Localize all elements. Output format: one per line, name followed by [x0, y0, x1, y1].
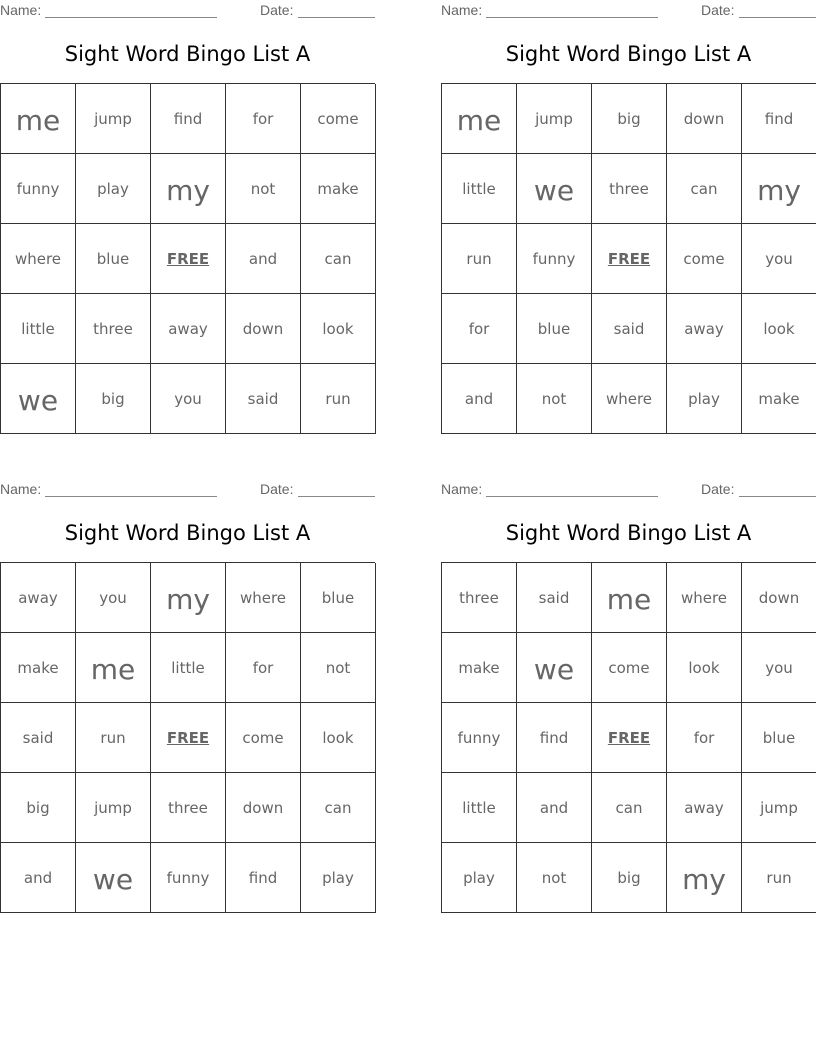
bingo-cell: for: [226, 84, 301, 154]
name-label: Name:: [0, 481, 42, 497]
bingo-cell: not: [301, 633, 376, 703]
bingo-cell: away: [667, 294, 742, 364]
bingo-cell: make: [1, 633, 76, 703]
bingo-cell: three: [151, 773, 226, 843]
bingo-cell: come: [592, 633, 667, 703]
bingo-cell: you: [742, 224, 816, 294]
free-space-cell: FREE: [592, 703, 667, 773]
name-field-line: [45, 17, 217, 18]
name-label: Name:: [0, 2, 42, 18]
bingo-cell: come: [301, 84, 376, 154]
bingo-cell: blue: [301, 563, 376, 633]
bingo-cell: can: [667, 154, 742, 224]
bingo-cell: find: [742, 84, 816, 154]
bingo-cell: down: [667, 84, 742, 154]
bingo-cell: funny: [442, 703, 517, 773]
bingo-cell: you: [151, 364, 226, 434]
bingo-cell: said: [226, 364, 301, 434]
bingo-cell: play: [667, 364, 742, 434]
bingo-cell: can: [592, 773, 667, 843]
bingo-cell: little: [1, 294, 76, 364]
bingo-cell: funny: [1, 154, 76, 224]
bingo-card-3: [0, 479, 375, 919]
bingo-cell: not: [517, 843, 592, 913]
bingo-cell: jump: [517, 84, 592, 154]
bingo-cell: can: [301, 773, 376, 843]
bingo-cell: and: [517, 773, 592, 843]
bingo-cell: three: [442, 563, 517, 633]
bingo-cell: blue: [742, 703, 816, 773]
bingo-cell: where: [592, 364, 667, 434]
bingo-grid: [0, 562, 375, 913]
bingo-cell: we: [1, 364, 76, 434]
bingo-cell: run: [442, 224, 517, 294]
bingo-cell: away: [667, 773, 742, 843]
card-header: [441, 481, 816, 499]
bingo-cell: my: [742, 154, 816, 224]
bingo-cell: make: [301, 154, 376, 224]
bingo-cell: where: [226, 563, 301, 633]
bingo-cell: jump: [76, 84, 151, 154]
bingo-cell: said: [517, 563, 592, 633]
bingo-grid: [0, 83, 375, 434]
date-label: Date:: [701, 2, 735, 18]
bingo-cell: for: [226, 633, 301, 703]
date-field-line: [298, 17, 375, 18]
free-space-cell: FREE: [151, 224, 226, 294]
bingo-cell: run: [76, 703, 151, 773]
bingo-cell: look: [667, 633, 742, 703]
bingo-grid: [441, 83, 816, 434]
bingo-cell: down: [226, 294, 301, 364]
bingo-card-1: [0, 0, 375, 440]
card-title: Sight Word Bingo List A: [505, 42, 752, 66]
bingo-cell: three: [76, 294, 151, 364]
bingo-cell: down: [226, 773, 301, 843]
bingo-cell: blue: [517, 294, 592, 364]
bingo-cell: and: [1, 843, 76, 913]
bingo-cell: where: [667, 563, 742, 633]
bingo-cell: play: [301, 843, 376, 913]
bingo-cell: three: [592, 154, 667, 224]
bingo-cell: down: [742, 563, 816, 633]
bingo-cell: jump: [742, 773, 816, 843]
bingo-cell: run: [742, 843, 816, 913]
bingo-cell: play: [76, 154, 151, 224]
bingo-cell: my: [667, 843, 742, 913]
bingo-cell: big: [592, 84, 667, 154]
bingo-cell: said: [1, 703, 76, 773]
bingo-cell: big: [1, 773, 76, 843]
bingo-cell: little: [442, 154, 517, 224]
bingo-cell: find: [517, 703, 592, 773]
bingo-cell: not: [226, 154, 301, 224]
card-header: [0, 481, 375, 499]
bingo-cell: me: [442, 84, 517, 154]
bingo-cell: come: [226, 703, 301, 773]
bingo-cell: funny: [517, 224, 592, 294]
card-title: Sight Word Bingo List A: [64, 521, 311, 545]
bingo-cell: my: [151, 563, 226, 633]
bingo-cell: you: [76, 563, 151, 633]
card-header: [0, 2, 375, 20]
bingo-cell: can: [301, 224, 376, 294]
bingo-cell: find: [151, 84, 226, 154]
bingo-cell: for: [442, 294, 517, 364]
bingo-cell: and: [226, 224, 301, 294]
free-space-cell: FREE: [151, 703, 226, 773]
bingo-cell: my: [151, 154, 226, 224]
name-field-line: [486, 496, 658, 497]
bingo-cell: jump: [76, 773, 151, 843]
bingo-cell: little: [442, 773, 517, 843]
date-field-line: [298, 496, 375, 497]
bingo-cell: for: [667, 703, 742, 773]
bingo-cell: little: [151, 633, 226, 703]
bingo-cell: we: [76, 843, 151, 913]
card-title: Sight Word Bingo List A: [64, 42, 311, 66]
bingo-cell: come: [667, 224, 742, 294]
card-title: Sight Word Bingo List A: [505, 521, 752, 545]
bingo-cell: funny: [151, 843, 226, 913]
name-field-line: [45, 496, 217, 497]
bingo-cell: find: [226, 843, 301, 913]
bingo-cell: we: [517, 633, 592, 703]
bingo-cell: away: [151, 294, 226, 364]
date-label: Date:: [260, 2, 294, 18]
bingo-cell: away: [1, 563, 76, 633]
bingo-cell: me: [592, 563, 667, 633]
bingo-cell: play: [442, 843, 517, 913]
bingo-cell: make: [742, 364, 816, 434]
bingo-cell: look: [742, 294, 816, 364]
bingo-cell: me: [1, 84, 76, 154]
date-label: Date:: [701, 481, 735, 497]
bingo-cell: big: [592, 843, 667, 913]
date-field-line: [739, 17, 816, 18]
free-space-cell: FREE: [592, 224, 667, 294]
bingo-cell: we: [517, 154, 592, 224]
date-field-line: [739, 496, 816, 497]
bingo-cell: big: [76, 364, 151, 434]
bingo-cell: run: [301, 364, 376, 434]
bingo-cell: not: [517, 364, 592, 434]
bingo-cell: look: [301, 294, 376, 364]
bingo-cell: look: [301, 703, 376, 773]
bingo-grid: [441, 562, 816, 913]
bingo-cell: said: [592, 294, 667, 364]
bingo-cell: and: [442, 364, 517, 434]
bingo-cell: where: [1, 224, 76, 294]
bingo-cell: make: [442, 633, 517, 703]
name-field-line: [486, 17, 658, 18]
name-label: Name:: [441, 2, 483, 18]
bingo-card-2: [441, 0, 816, 440]
card-header: [441, 2, 816, 20]
date-label: Date:: [260, 481, 294, 497]
name-label: Name:: [441, 481, 483, 497]
bingo-cell: me: [76, 633, 151, 703]
bingo-cell: blue: [76, 224, 151, 294]
bingo-cell: you: [742, 633, 816, 703]
bingo-card-4: [441, 479, 816, 919]
